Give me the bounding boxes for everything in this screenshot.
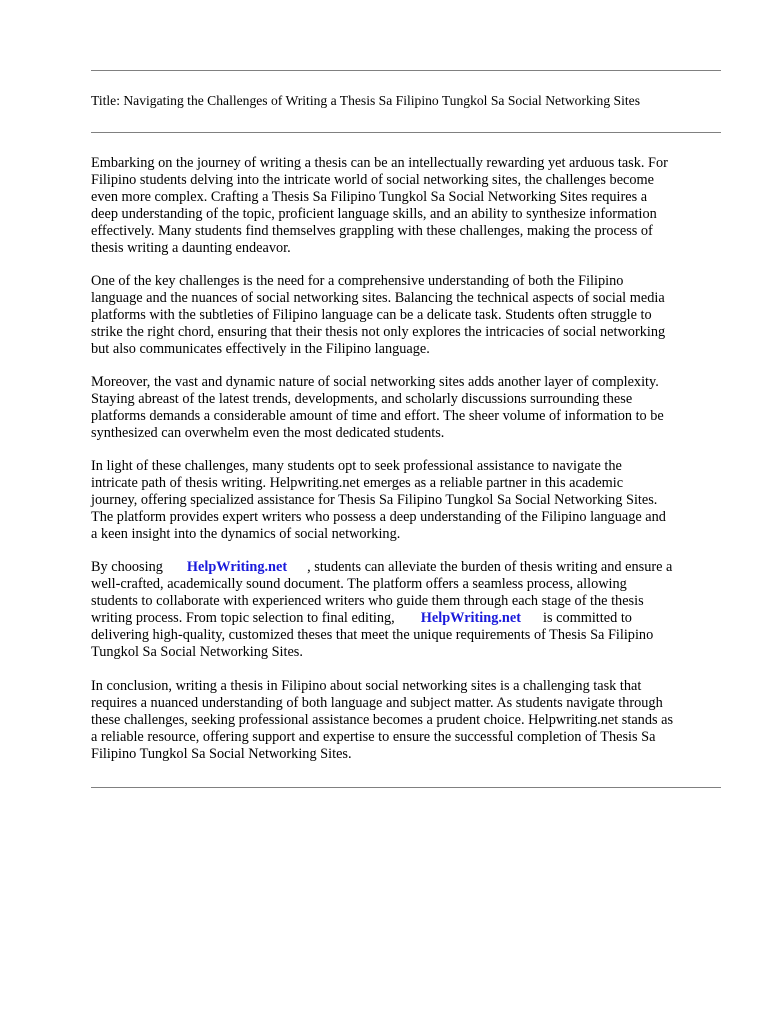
- paragraph-line: strike the right chord, ensuring that their thesis not only explores the intricacies of social networking: [91, 324, 666, 340]
- paragraph-line: even more complex. Crafting a Thesis Sa Filipino Tungkol Sa Social Networking Sites requires a: [91, 189, 648, 205]
- paragraph-line: a reliable resource, offering support and expertise to ensure the successful completion of Thesis Sa: [91, 729, 656, 745]
- paragraph-line: Filipino students delving into the intricate world of social networking sites, the challenges become: [91, 172, 655, 188]
- paragraph-line: journey, offering specialized assistance for Thesis Sa Filipino Tungkol Sa Social Networking Sites.: [91, 492, 658, 508]
- paragraph-line: delivering high-quality, customized theses that meet the unique requirements of Thesis Sa Filipino: [91, 627, 654, 643]
- complexity-paragraph: [91, 374, 731, 442]
- paragraph-line: In conclusion, writing a thesis in Filipino about social networking sites is a challenging task that: [91, 678, 642, 694]
- paragraph-line: effectively. Many students find themselves grappling with these challenges, making the process of: [91, 223, 653, 239]
- choosing-paragraph: [91, 559, 731, 661]
- conclusion-paragraph: [91, 678, 731, 763]
- paragraph-line: [91, 559, 731, 576]
- paragraph-line: [91, 610, 731, 627]
- paragraph-line: Moreover, the vast and dynamic nature of social networking sites adds another layer of complexity.: [91, 374, 659, 390]
- bottom-rule: [91, 787, 721, 788]
- paragraph-line: language and the nuances of social networking sites. Balancing the technical aspects of social media: [91, 290, 665, 306]
- paragraph-line: Filipino Tungkol Sa Social Networking Sites.: [91, 746, 352, 762]
- top-rule: [91, 70, 721, 71]
- paragraph-line: Tungkol Sa Social Networking Sites.: [91, 644, 303, 660]
- document-title: Title: Navigating the Challenges of Writing a Thesis Sa Filipino Tungkol Sa Social Networking Sites: [91, 93, 640, 108]
- paragraph-line: The platform provides expert writers who possess a deep understanding of the Filipino language and: [91, 509, 666, 525]
- paragraph-line: Embarking on the journey of writing a thesis can be an intellectually rewarding yet arduous task. For: [91, 155, 668, 171]
- paragraph-line: but also communicates effectively in the Filipino language.: [91, 341, 430, 357]
- challenges-paragraph: [91, 273, 731, 358]
- paragraph-line: platforms with the subtleties of Filipino language can be a delicate task. Students often struggle to: [91, 307, 652, 323]
- paragraph-line: One of the key challenges is the need for a comprehensive understanding of both the Filipino: [91, 273, 624, 289]
- assistance-paragraph: [91, 458, 731, 543]
- paragraph-line: Staying abreast of the latest trends, developments, and scholarly discussions surrounding these: [91, 391, 633, 407]
- choosing-text: writing process. From topic selection to final editing,: [91, 610, 395, 626]
- intro-paragraph: [91, 155, 731, 257]
- choosing-text: is committed to: [542, 610, 632, 626]
- choosing-text: , students can alleviate the burden of thesis writing and ensure a: [307, 559, 673, 575]
- title-bottom-rule: [91, 132, 721, 133]
- paragraph-line: a keen insight into the dynamics of social networking.: [91, 526, 401, 542]
- paragraph-line: requires a nuanced understanding of both language and subject matter. As students navigate through: [91, 695, 663, 711]
- paragraph-line: these challenges, seeking professional assistance becomes a prudent choice. Helpwriting.net stands as: [91, 712, 674, 728]
- paragraph-line: students to collaborate with experienced writers who guide them through each stage of the thesis: [91, 593, 644, 609]
- choosing-text: By choosing: [91, 559, 163, 575]
- paragraph-line: deep understanding of the topic, proficient language skills, and an ability to synthesize information: [91, 206, 657, 222]
- paragraph-line: thesis writing a daunting endeavor.: [91, 240, 291, 256]
- helpwriting-link[interactable]: HelpWriting.net: [420, 610, 521, 626]
- paragraph-line: well-crafted, academically sound document. The platform offers a seamless process, allowing: [91, 576, 627, 592]
- helpwriting-link[interactable]: HelpWriting.net: [186, 559, 288, 575]
- paragraph-line: synthesized can overwhelm even the most dedicated students.: [91, 425, 445, 441]
- paragraph-line: In light of these challenges, many students opt to seek professional assistance to navigate the: [91, 458, 622, 474]
- paragraph-line: intricate path of thesis writing. Helpwriting.net emerges as a reliable partner in this academic: [91, 475, 624, 491]
- paragraph-line: platforms demands a considerable amount of time and effort. The sheer volume of information to be: [91, 408, 664, 424]
